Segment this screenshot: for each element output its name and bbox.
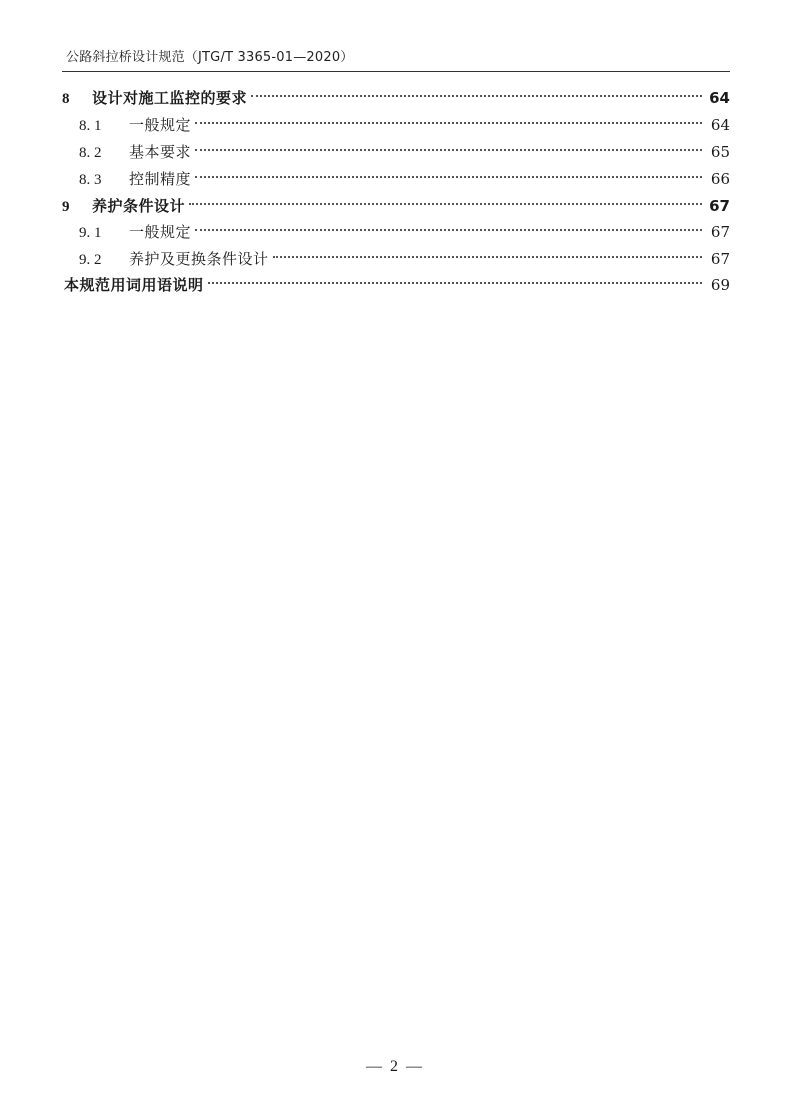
toc-entry-section-8-1[interactable] [79,113,730,137]
toc-entry-number: 9 [62,199,70,215]
toc-entry-section-9-1[interactable] [79,220,730,244]
toc-entry-title: 养护条件设计 [92,197,186,215]
toc-entry-number: 8. 2 [79,145,102,161]
toc-entry-section-9-2[interactable] [79,247,730,271]
running-header: 公路斜拉桥设计规范（JTG/T 3365-01—2020） [66,50,354,65]
toc-entry-title: 一般规定 [129,223,192,241]
dot-leader [251,95,702,97]
toc-entry-title: 设计对施工监控的要求 [92,89,248,107]
toc-entry-terminology-explanation[interactable] [64,273,730,297]
toc-entry-chapter-9[interactable] [62,194,730,218]
toc-entry-number: 9. 2 [79,252,102,268]
dot-leader [195,176,702,178]
dot-leader [195,149,702,151]
toc-entry-number: 8. 3 [79,172,102,188]
toc-entry-page: 67 [710,250,730,268]
toc-entry-chapter-8[interactable] [62,86,730,110]
toc-entry-number: 9. 1 [79,225,102,241]
toc-entry-title: 本规范用词用语说明 [64,276,204,294]
dot-leader [273,256,702,258]
toc-entry-section-8-2[interactable] [79,140,730,164]
toc-entry-page: 67 [709,197,730,215]
toc-entry-title: 养护及更换条件设计 [129,250,269,268]
toc-entry-title: 一般规定 [129,116,192,134]
toc-entry-page: 64 [710,116,730,134]
toc-entry-title: 控制精度 [129,170,192,188]
toc-entry-page: 67 [710,223,730,241]
header-divider [62,71,730,72]
toc-entry-number: 8. 1 [79,118,102,134]
page-number: — 2 — [366,1058,424,1075]
toc-entry-page: 69 [710,276,730,294]
toc-entry-page: 66 [710,170,730,188]
dot-leader [208,282,702,284]
toc-entry-section-8-3[interactable] [79,167,730,191]
toc-entry-page: 65 [710,143,730,161]
toc-entry-page: 64 [709,89,730,107]
toc-entry-number: 8 [62,91,70,107]
dot-leader [195,122,702,124]
dot-leader [195,229,702,231]
toc-entry-title: 基本要求 [129,143,192,161]
dot-leader [189,203,702,205]
